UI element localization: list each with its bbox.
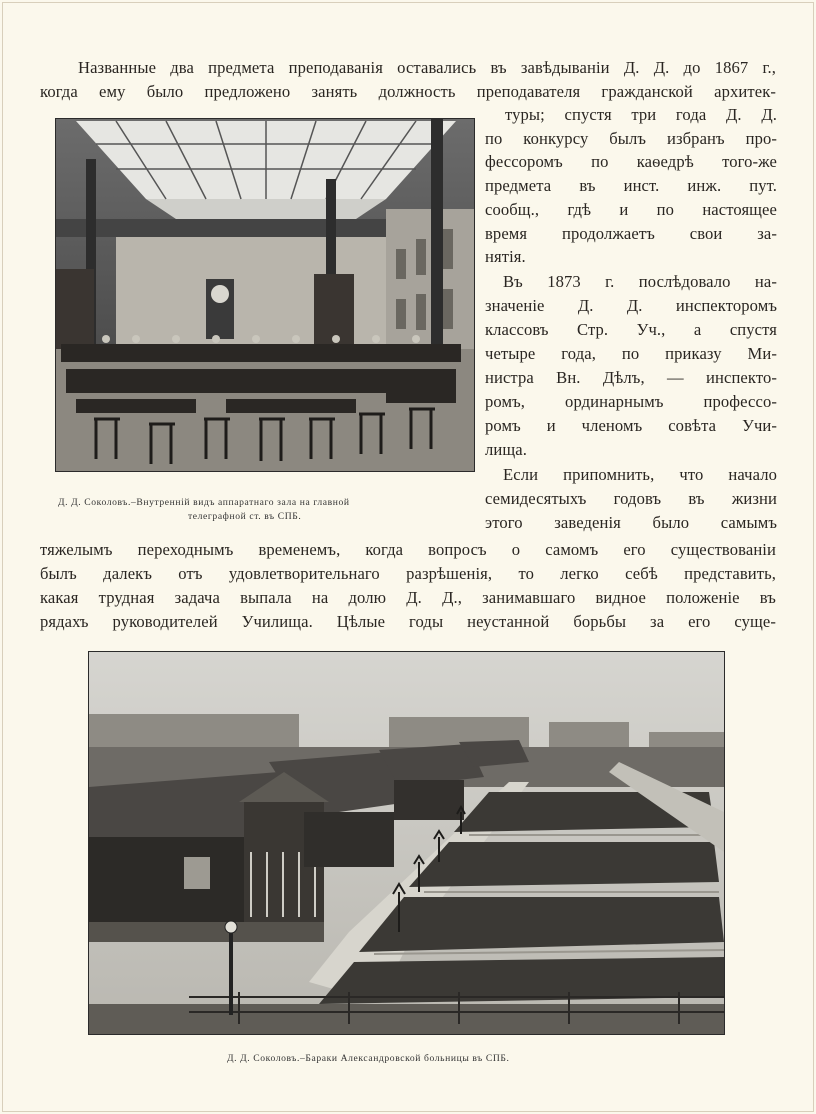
column-line: классовъ Стр. Уч., а спустя — [485, 320, 777, 339]
column-line: предмета въ инст. инж. пут. — [485, 176, 777, 195]
column-line: нятія. — [485, 247, 526, 266]
column-line: Если припомнить, что начало — [503, 465, 777, 484]
column-line: значеніе Д. Д. инспекторомъ — [485, 296, 777, 315]
column-line: Въ 1873 г. послѣдовало на- — [503, 272, 777, 291]
photo-caption-top-continued: телеграфной ст. въ СПБ. — [188, 511, 302, 522]
column-line: нистра Вн. Дѣлъ, — инспекто- — [485, 368, 777, 387]
photo-caption-bottom: Д. Д. Соколовъ.–Бараки Александровской больницы въ СПБ. — [227, 1053, 510, 1064]
hospital-barracks-illustration — [89, 652, 724, 1034]
column-line: туры; спустя три года Д. Д. — [505, 105, 777, 124]
column-line: время продолжаетъ свои за- — [485, 224, 777, 243]
paragraph-line: рядахъ руководителей Училища. Цѣлые годы неустанной борьбы за его суще- — [40, 612, 776, 631]
column-line: семидесятыхъ годовъ въ жизни — [485, 489, 777, 508]
column-line: сообщ., гдѣ и по настоящее — [485, 200, 777, 219]
hospital-barracks-photo — [88, 651, 725, 1035]
column-line: ромъ, ординарнымъ профессо- — [485, 392, 777, 411]
column-line: этого заведенія было самымъ — [485, 513, 777, 532]
column-line: по конкурсу былъ избранъ про- — [485, 129, 777, 148]
telegraph-hall-photo — [55, 118, 475, 472]
telegraph-hall-illustration — [56, 119, 474, 471]
paragraph-line: Названные два предмета преподаванія оставались въ завѣдываніи Д. Д. до 1867 г., — [78, 58, 776, 77]
paragraph-line: тяжелымъ переходнымъ временемъ, когда вопросъ о самомъ его существованіи — [40, 540, 776, 559]
column-line: лища. — [485, 440, 527, 459]
photo-caption-top: Д. Д. Соколовъ.–Внутренній видъ аппаратнаго зала на главной — [58, 497, 350, 508]
paragraph-line: какая трудная задача выпала на долю Д. Д., занимавшаго видное положеніе въ — [40, 588, 776, 607]
paragraph-line: когда ему было предложено занять должность преподавателя гражданской архитек- — [40, 82, 776, 101]
column-line: ромъ и членомъ совѣта Учи- — [485, 416, 777, 435]
paragraph-line: былъ далекъ отъ удовлетворительнаго разрѣшенія, то легко себѣ представить, — [40, 564, 776, 583]
column-line: фессоромъ по каѳедрѣ того-же — [485, 152, 777, 171]
column-line: четыре года, по приказу Ми- — [485, 344, 777, 363]
